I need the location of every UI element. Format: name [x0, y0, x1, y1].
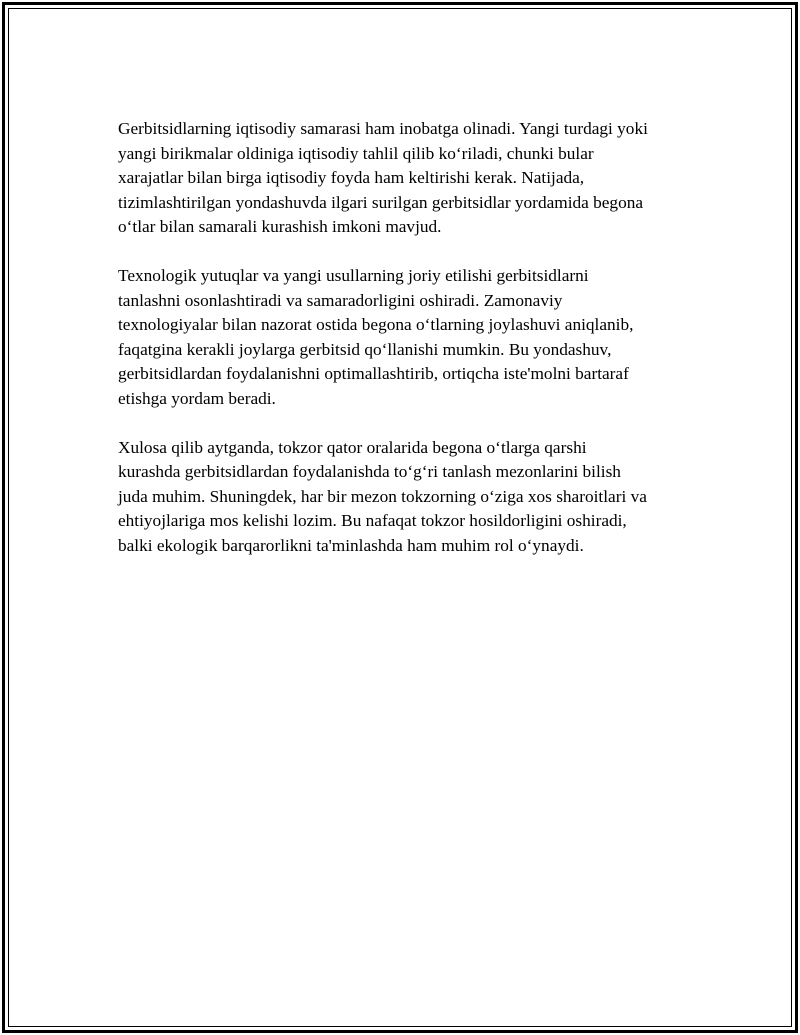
paragraph-3: Xulosa qilib aytganda, tokzor qator oralarida begona o‘tlarga qarshi kurashda gerbitsidlardan foydalanishda to‘g‘ri tanlash mezonlarini bilish juda muhim. Shuningdek, har bir mezon tokzorning o‘ziga xos sharoitlari va ehtiyojlariga mos kelishi lozim. Bu nafaqat tokzor hosildorligini oshiradi, balki ekologik barqarorlikni ta'minlashda ham muhim rol o‘ynaydi. [118, 437, 647, 555]
paragraph-2: Texnologik yutuqlar va yangi usullarning joriy etilishi gerbitsidlarni tanlashni osonlashtiradi va samaradorligini oshiradi. Zamonaviy texnologiyalar bilan nazorat ostida begona o‘tlarning joylashuvi aniqlanib, faqatgina kerakli joylarga gerbitsid qo‘llanishi mumkin. Bu yondashuv, gerbitsidlardan foydalanishni optimallashtirib, ortiqcha iste'molni bartaraf etishga yordam beradi. [118, 266, 634, 408]
paragraph-1: Gerbitsidlarning iqtisodiy samarasi ham inobatga olinadi. Yangi turdagi yoki yangi birikmalar oldiniga iqtisodiy tahlil qilib ko‘riladi, chunki bular xarajatlar bilan birga iqtisodiy foyda ham keltirishi kerak. Natijada, tizimlashtirilgan yondashuvda ilgari surilgan gerbitsidlar yordamida begona o‘tlar bilan samarali kurashish imkoni mavjud. [118, 119, 648, 236]
document-body [118, 117, 698, 583]
